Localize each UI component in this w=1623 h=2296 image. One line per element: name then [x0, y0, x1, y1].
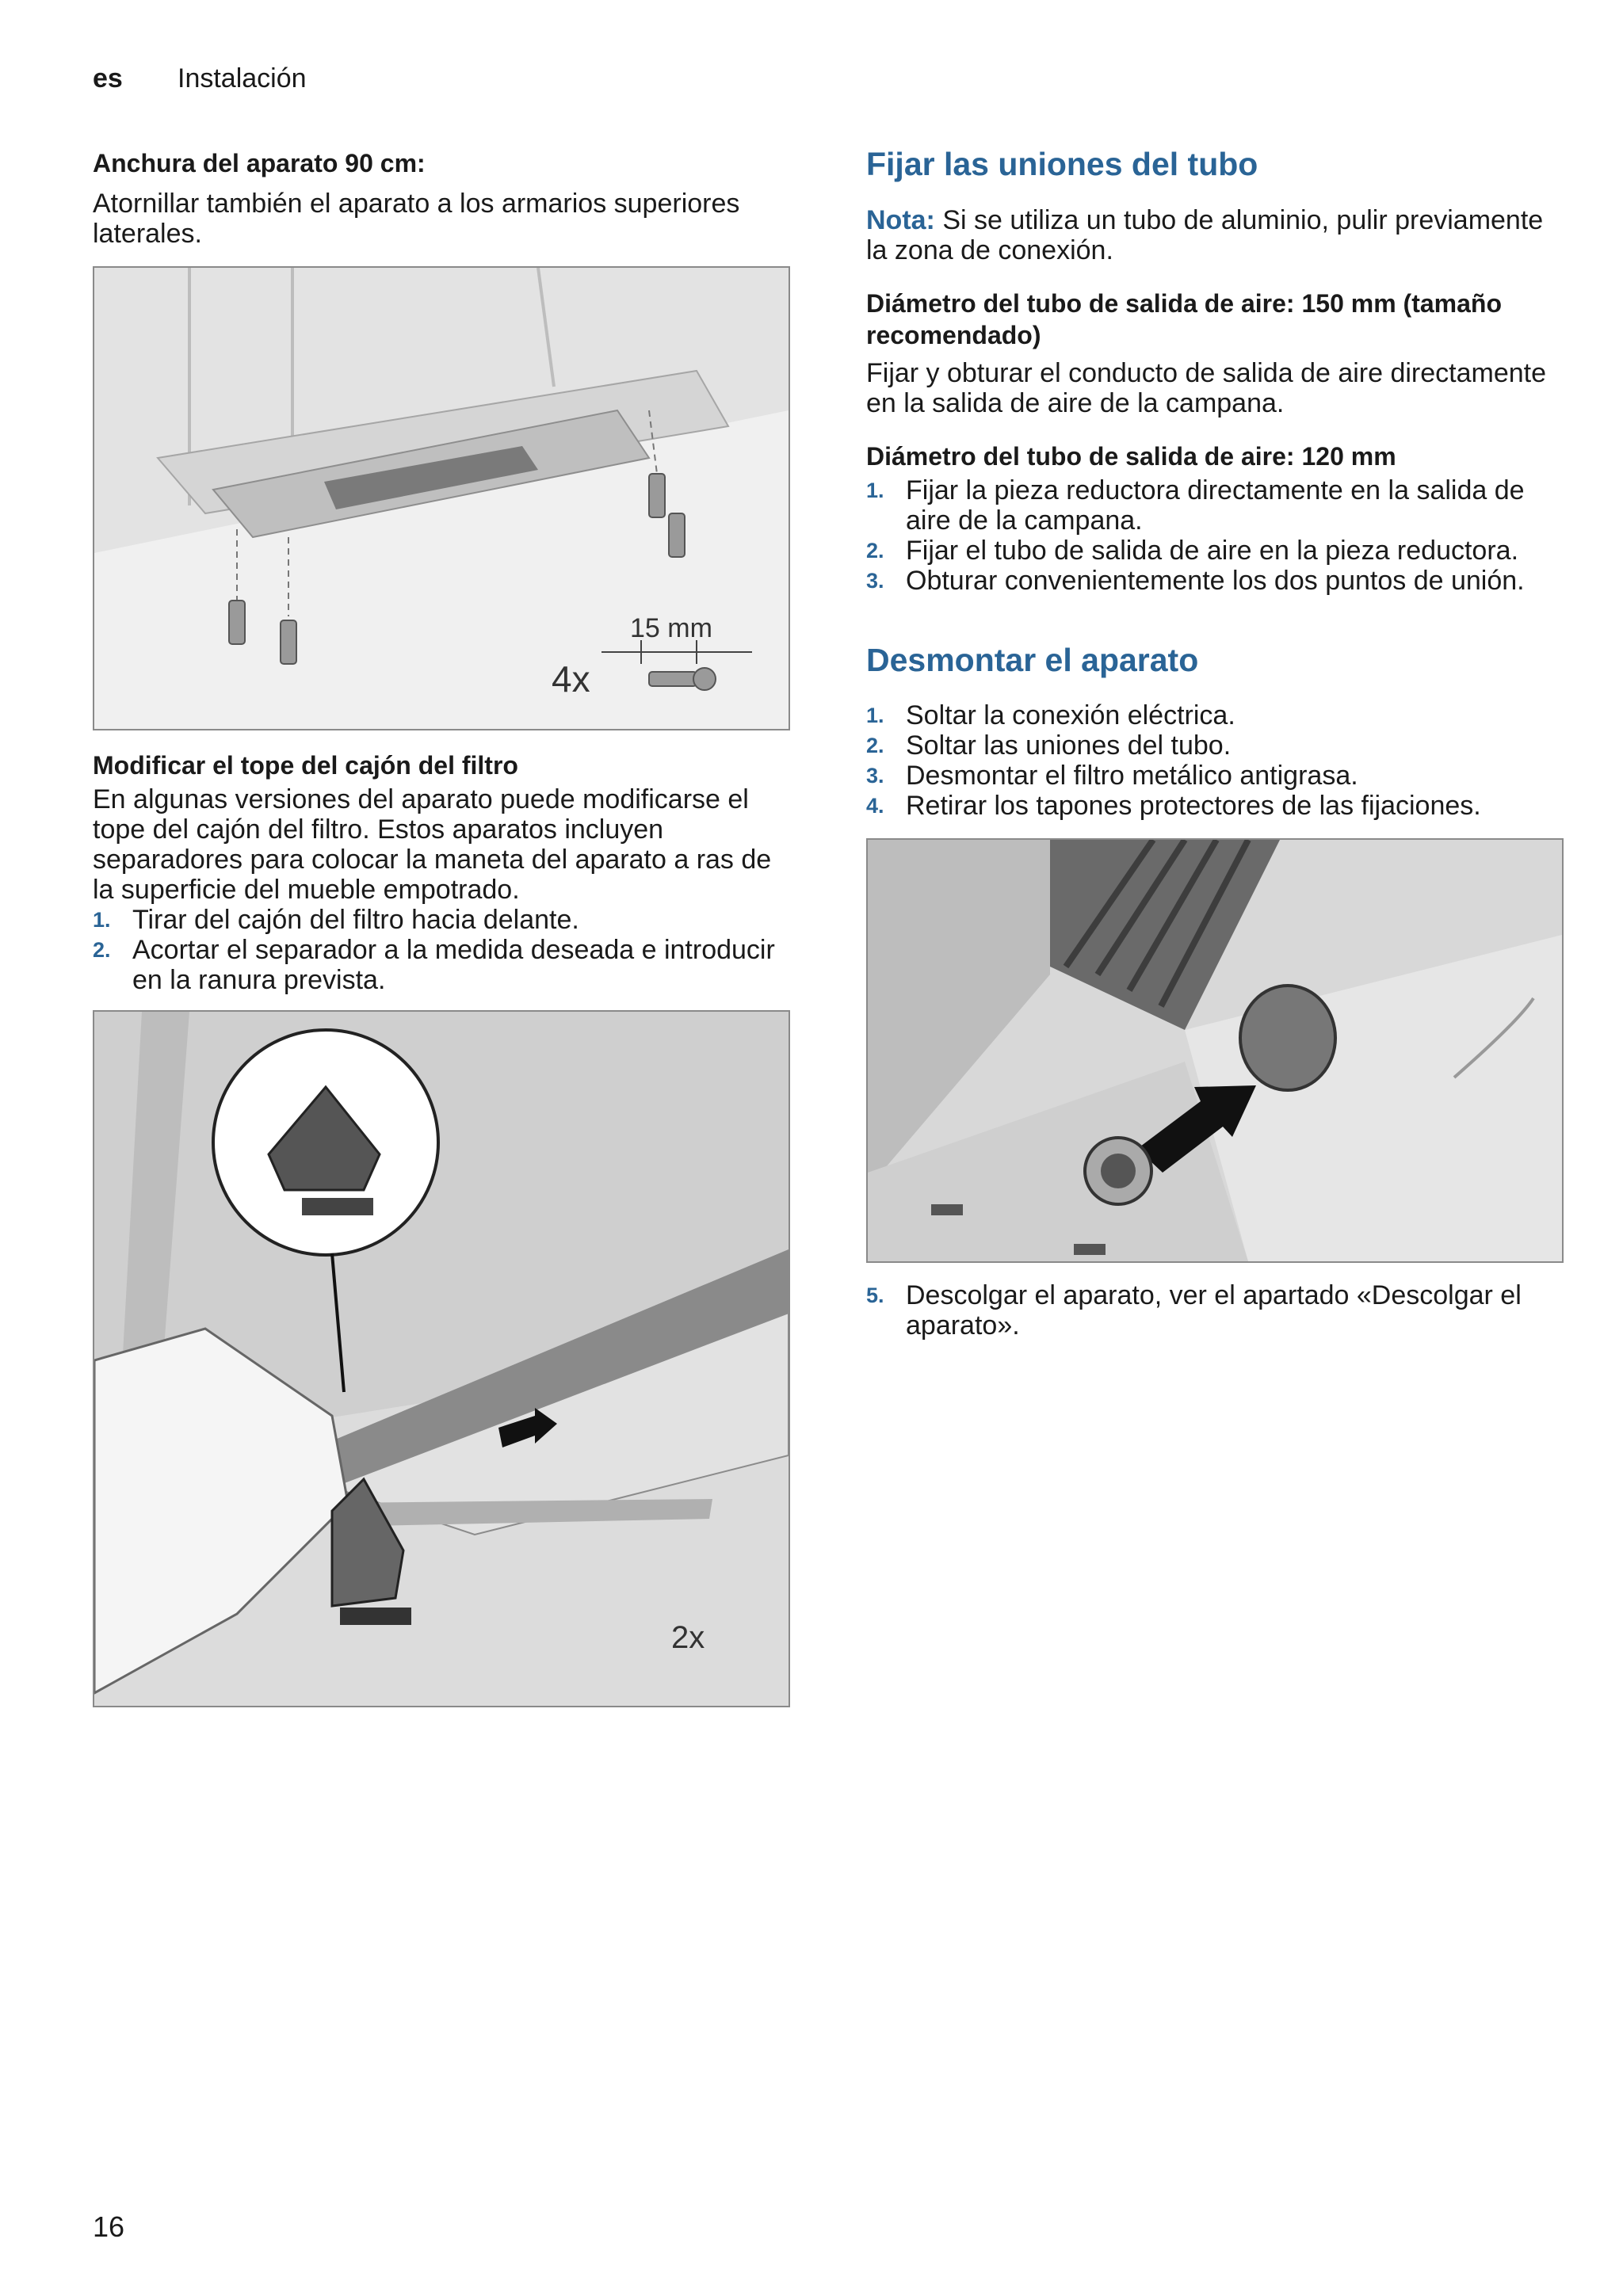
- step-number: 1.: [866, 479, 884, 502]
- figure-protective-caps: [866, 838, 1564, 1263]
- step-number: 5.: [866, 1283, 884, 1307]
- step-number: 4.: [866, 794, 884, 818]
- list-item: [866, 475, 1564, 536]
- figure-mounting-screws: [93, 266, 790, 730]
- step-number: 2.: [866, 539, 884, 563]
- quantity-label: 2x: [671, 1620, 705, 1655]
- width-text: Atornillar también el aparato a los armarios superiores laterales.: [93, 189, 740, 249]
- page-number: 16: [93, 2210, 125, 2243]
- quantity-label: 4x: [552, 658, 590, 700]
- diameter-150-text: Fijar y obturar el conducto de salida de aire directamente en la salida de aire de la campana.: [866, 358, 1547, 418]
- step-number: 1.: [866, 704, 884, 727]
- step-text: Fijar la pieza reductora directamente en la salida de aire de la campana.: [906, 475, 1525, 536]
- diameter-120-steps-list: [866, 475, 1564, 596]
- language-code: es: [93, 63, 123, 93]
- list-item: [866, 730, 1564, 761]
- remove-steps-list: [866, 700, 1564, 821]
- step-text: Descolgar el aparato, ver el apartado «Descolgar el aparato».: [906, 1280, 1522, 1341]
- note-paragraph: [866, 205, 1564, 265]
- note-text: Si se utiliza un tubo de aluminio, pulir previamente la zona de conexión.: [866, 205, 1544, 265]
- step-text: Soltar las uniones del tubo.: [906, 730, 1232, 761]
- list-item: [866, 1280, 1564, 1341]
- step-number: 3.: [866, 569, 884, 593]
- measure-label: 15 mm: [630, 613, 712, 643]
- final-step-list: [866, 1280, 1564, 1341]
- step-text: Fijar el tubo de salida de aire en la pieza reductora.: [906, 536, 1519, 566]
- list-item: [866, 566, 1564, 596]
- filter-heading: Modificar el tope del cajón del filtro: [93, 751, 518, 780]
- list-item: [866, 791, 1564, 821]
- filter-text: En algunas versiones del aparato puede modificarse el tope del cajón del filtro. Estos aparatos incluyen separadores para colocar la maneta del aparato a ras de la superficie del mueble empotrado.: [93, 784, 772, 905]
- step-number: 2.: [93, 938, 111, 962]
- diameter-120-heading: Diámetro del tubo de salida de aire: 120 mm: [866, 442, 1396, 471]
- list-item: [866, 700, 1564, 730]
- figure-filter-spacer: [93, 1010, 790, 1707]
- list-item: [93, 905, 790, 935]
- section-name: Instalación: [178, 63, 307, 93]
- step-text: Acortar el separador a la medida deseada e introducir en la ranura prevista.: [132, 935, 775, 995]
- step-text: Tirar del cajón del filtro hacia delante.: [132, 905, 579, 935]
- filter-steps-list: [93, 905, 790, 995]
- width-heading: Anchura del aparato 90 cm:: [93, 149, 426, 177]
- list-item: [866, 536, 1564, 566]
- step-number: 1.: [93, 908, 111, 932]
- note-label: Nota:: [866, 205, 935, 235]
- section-title-remove: Desmontar el aparato: [866, 642, 1199, 678]
- step-text: Desmontar el filtro metálico antigrasa.: [906, 761, 1358, 791]
- step-text: Soltar la conexión eléctrica.: [906, 700, 1235, 730]
- step-text: Retirar los tapones protectores de las fijaciones.: [906, 791, 1481, 821]
- list-item: [866, 761, 1564, 791]
- section-title-tube: Fijar las uniones del tubo: [866, 146, 1258, 182]
- step-number: 3.: [866, 764, 884, 788]
- diameter-150-heading: Diámetro del tubo de salida de aire: 150 mm (tamaño recomendado): [866, 289, 1502, 349]
- step-number: 2.: [866, 734, 884, 757]
- list-item: [93, 935, 790, 995]
- step-text: Obturar convenientemente los dos puntos de unión.: [906, 566, 1525, 596]
